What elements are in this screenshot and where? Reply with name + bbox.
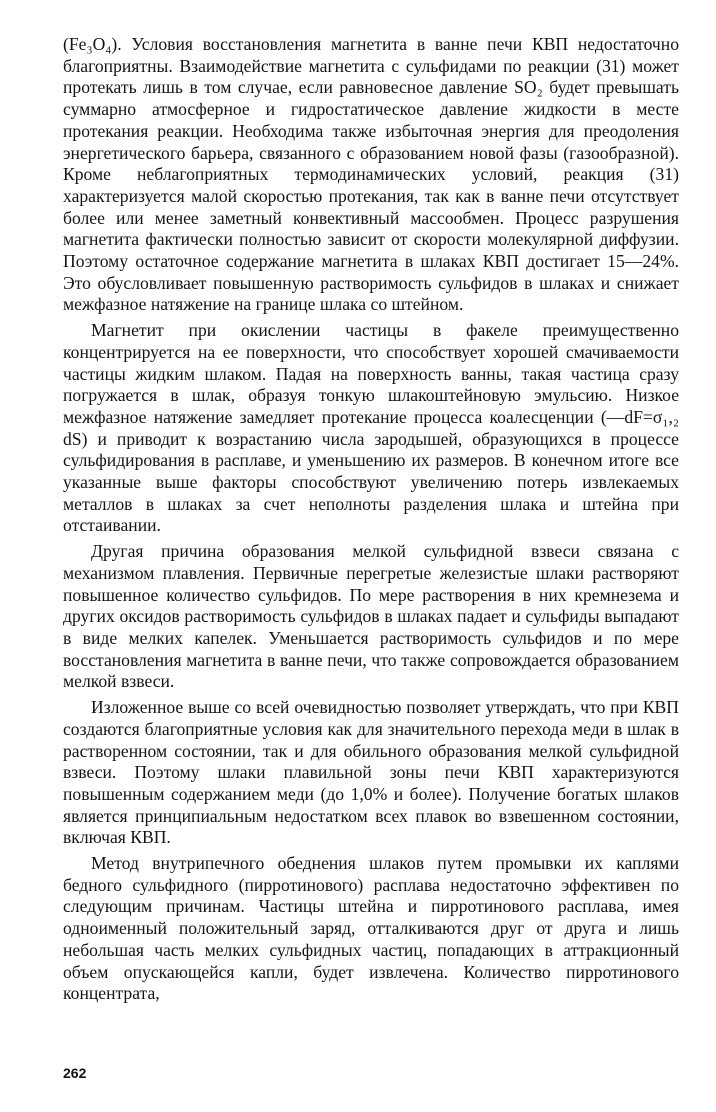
paragraph: Магнетит при окислении частицы в факеле преимущественно концентрируется на ее поверхности, что способствует хорошей смачиваемости частицы жидким шлаком. Падая на поверхность ванны, такая частица сразу погружается в шлак, образуя тонкую шлакоштейновую эмульсию. Низкое межфазное натяжение замедляет протекание процесса коалесценции (—dF=σ₁,₂ dS) и приводит к возрастанию числа зародышей, образующихся в процессе сульфидирования в расплаве, и уменьшению их размеров. В конечном итоге все указанные выше факторы способствуют увеличению потерь извлекаемых металлов в шлаках за счет неполноты разделения шлака и штейна при отстаивании. — [63, 320, 679, 536]
paragraph: Другая причина образования мелкой сульфидной взвеси связана с механизмом плавления. Первичные перегретые железистые шлаки растворяют повышенное количество сульфидов. По мере растворения в них кремнезема и других оксидов растворимость сульфидов в шлаках падает и сульфиды выпадают в виде мелких капелек. Уменьшается растворимость сульфидов и по мере восстановления магнетита в ванне печи, что также сопровождается образованием мелкой взвеси. — [63, 541, 679, 692]
page-number: 262 — [63, 1065, 87, 1081]
paragraph: Изложенное выше со всей очевидностью позволяет утверждать, что при КВП создаются благоприятные условия как для значительного перехода меди в шлак в растворенном состоянии, так и для обильного образования мелкой сульфидной взвеси. Поэтому шлаки плавильной зоны печи КВП характеризуются повышенным содержанием меди (до 1,0% и более). Получение богатых шлаков является принципиальным недостатком всех плавок во взвешенном состоянии, включая КВП. — [63, 697, 679, 848]
paragraph-continued: (Fe₃O₄). Условия восстановления магнетита в ванне печи КВП недостаточно благоприятны. Взаимодействие магнетита с сульфидами по реакции (31) может протекать лишь в том случае, если равновесное давление SO₂ будет превышать суммарно атмосферное и гидростатическое давление жидкости в месте протекания реакции. Необходима также избыточная энергия для преодоления энергетического барьера, связанного с образованием новой фазы (газообразной). Кроме неблагоприятных термодинамических условий, реакция (31) характеризуется малой скоростью протекания, так как в ванне печи отсутствует более или менее заметный конвективный массообмен. Процесс разрушения магнетита фактически полностью зависит от скорости молекулярной диффузии. Поэтому остаточное содержание магнетита в шлаках КВП достигает 15—24%. Это обусловливает повышенную растворимость сульфидов в шлаках и снижает межфазное натяжение на границе шлака со штейном. — [63, 34, 679, 315]
paragraph: Метод внутрипечного обеднения шлаков путем промывки их каплями бедного сульфидного (пирротинового) расплава недостаточно эффективен по следующим причинам. Частицы штейна и пирротинового расплава, имея одноименный положительный заряд, отталкиваются друг от друга и лишь небольшая часть мелких сульфидных частиц, попадающих в аттракционный объем опускающейся капли, будет извлечена. Количество пирротинового концентрата, — [63, 853, 679, 1004]
body-text — [63, 34, 679, 1009]
